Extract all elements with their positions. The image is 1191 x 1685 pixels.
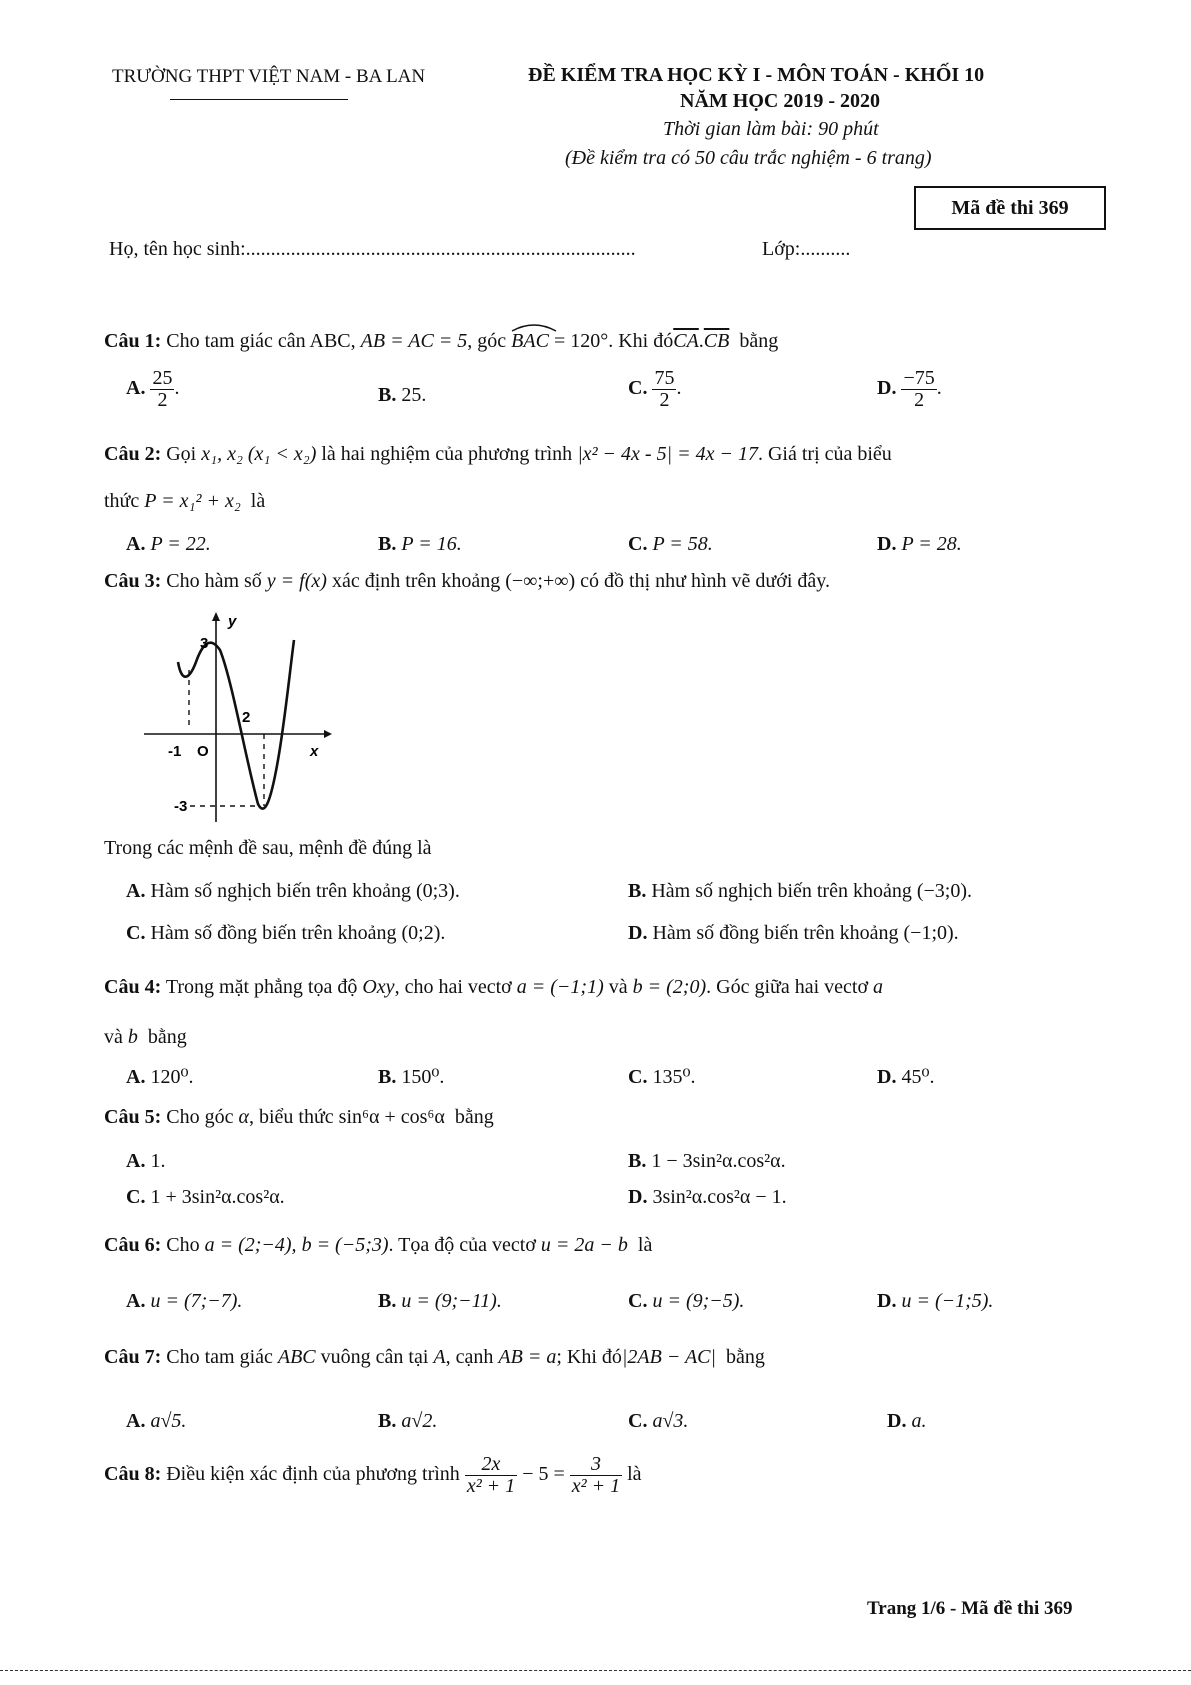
q2-text-b: là hai nghiệm của phương trình <box>321 443 573 465</box>
q3-text: Cho hàm số <box>166 570 262 592</box>
function-curve <box>178 640 294 809</box>
option-label: A. <box>126 880 146 902</box>
option-label: D. <box>877 1290 897 1312</box>
option-value: a√3. <box>652 1410 689 1432</box>
q3-function: y = f(x) <box>266 570 327 592</box>
option-value: Hàm số đồng biến trên khoảng (−1;0). <box>652 922 959 944</box>
q1-vector-ca: $\overline{CA}$ <box>673 330 699 352</box>
q1-text-e: bằng <box>739 330 779 352</box>
numerator: 3 <box>570 1454 622 1476</box>
q1-option-d[interactable] <box>877 368 942 411</box>
q4-option-d[interactable] <box>877 1064 934 1089</box>
option-label: B. <box>378 384 397 406</box>
q4-text-d: . Góc giữa hai vectơ <box>706 976 869 998</box>
school-year: NĂM HỌC 2019 - 2020 <box>680 90 880 112</box>
q7-triangle: ABC <box>277 1346 316 1368</box>
option-value: Hàm số đồng biến trên khoảng (0;2). <box>150 922 446 944</box>
option-label: A. <box>126 1410 146 1432</box>
q4-line2-a: và <box>104 1026 123 1048</box>
q8-fraction-1 <box>465 1454 517 1497</box>
option-label: D. <box>887 1410 907 1432</box>
q1-angle <box>511 330 549 353</box>
option-value: u = (7;−7). <box>150 1290 243 1312</box>
q7-side: AB = a <box>498 1346 557 1368</box>
q4-text-b: , cho hai vectơ <box>394 976 512 998</box>
option-value: 135⁰. <box>652 1066 696 1088</box>
q5-text: Cho góc <box>166 1106 234 1128</box>
label-minus3: -3 <box>174 798 188 815</box>
label-origin: O <box>197 743 209 760</box>
y-label: y <box>228 613 237 630</box>
option-tail: . <box>174 377 180 400</box>
q1-d-fraction <box>901 368 936 411</box>
q7-text-b: vuông cân tại <box>320 1346 429 1368</box>
x-label: x <box>310 743 319 760</box>
q1-vector-cb: $\overline{CB}$ <box>703 330 730 352</box>
q7-vertex: A <box>433 1346 446 1368</box>
q4-line2-b: bằng <box>147 1026 187 1048</box>
x-axis-arrow-icon <box>324 730 332 738</box>
question-label: Câu 2: <box>104 443 162 465</box>
q8-text: Điều kiện xác định của phương trình <box>166 1463 460 1486</box>
school-name: TRƯỜNG THPT VIỆT NAM - BA LAN <box>112 66 426 87</box>
option-label: B. <box>378 1066 397 1088</box>
numerator: 25 <box>152 367 173 389</box>
question-5 <box>104 1106 494 1129</box>
q2-expression: P = x₁² + x₂ <box>144 490 241 512</box>
q1-option-b[interactable] <box>378 384 426 407</box>
option-value: P = 16. <box>401 533 462 555</box>
q2-option-a[interactable] <box>126 533 211 556</box>
question-2 <box>104 443 892 466</box>
q6-text: Cho <box>166 1234 200 1256</box>
q6-vector-u: u = 2a − b <box>540 1234 628 1256</box>
q7-option-a[interactable] <box>126 1410 186 1433</box>
q5-option-b[interactable] <box>628 1150 786 1173</box>
q2-equation: |x² − 4x - 5| = 4x − 17 <box>577 443 758 465</box>
q6-option-d[interactable] <box>877 1290 993 1313</box>
bottom-divider <box>0 1670 1191 1671</box>
option-label: A. <box>126 377 146 400</box>
function-graph <box>140 610 340 830</box>
q2-line2-a: thức <box>104 490 140 512</box>
q7-text-e: bằng <box>726 1346 765 1368</box>
q2-line2-b: là <box>250 490 266 512</box>
school-underline <box>170 99 348 100</box>
option-value: Hàm số nghịch biến trên khoảng (0;3). <box>150 880 460 902</box>
question-label: Câu 5: <box>104 1106 162 1128</box>
q1-dot: . <box>698 330 704 352</box>
q7-text-d: ; Khi đó <box>556 1346 622 1368</box>
exam-time: Thời gian làm bài: 90 phút <box>663 118 879 140</box>
option-value: 45⁰. <box>901 1066 935 1088</box>
q2-text-c: . Giá trị của biểu <box>757 443 892 465</box>
option-label: B. <box>628 1150 647 1172</box>
option-tail: . <box>936 377 942 400</box>
q7-expression: |2AB − AC| <box>621 1346 717 1368</box>
question-label: Câu 6: <box>104 1234 162 1256</box>
option-label: A. <box>126 1290 146 1312</box>
option-label: C. <box>628 377 648 400</box>
q1-sides: AB = AC = 5 <box>360 330 468 352</box>
q6-vector-a: a = (2;−4), <box>204 1234 297 1256</box>
numerator: −75 <box>903 367 935 389</box>
option-value: u = (9;−11). <box>401 1290 502 1312</box>
option-value: 3sin²α.cos²α − 1. <box>652 1186 787 1208</box>
q8-fraction-2 <box>570 1454 622 1497</box>
q3-prompt: Trong các mệnh đề sau, mệnh đề đúng là <box>104 837 432 859</box>
numerator: 75 <box>654 367 675 389</box>
question-label: Câu 1: <box>104 330 162 352</box>
exam-code-box: Mã đề thi 369 <box>914 186 1106 230</box>
q8-text-b: là <box>627 1463 642 1486</box>
q1-text-d: = 120°. Khi đó <box>553 330 674 352</box>
option-label: B. <box>378 1410 397 1432</box>
option-label: D. <box>628 1186 648 1208</box>
option-value: u = (−1;5). <box>901 1290 994 1312</box>
option-tail: . <box>676 377 682 400</box>
q4-text-c: và <box>608 976 628 998</box>
q3-interval: (−∞;+∞) <box>505 570 576 592</box>
q3-option-c[interactable] <box>126 922 445 945</box>
option-label: A. <box>126 1150 146 1172</box>
q4-a: a <box>873 976 884 998</box>
label-2: 2 <box>242 709 251 726</box>
q5-option-a[interactable] <box>126 1150 165 1173</box>
question-7 <box>104 1346 765 1369</box>
q2-text: Gọi <box>166 443 197 465</box>
q6-text-c: là <box>637 1234 653 1256</box>
denominator: 2 <box>659 389 670 411</box>
option-label: D. <box>877 533 897 555</box>
q1-option-a[interactable] <box>126 368 179 411</box>
q3-option-a[interactable] <box>126 880 460 903</box>
q4-vector-a: a = (−1;1) <box>516 976 604 998</box>
denominator: x² + 1 <box>466 1475 516 1497</box>
option-label: B. <box>378 1290 397 1312</box>
q3-option-b[interactable] <box>628 880 972 903</box>
class-line: Lớp:.......... <box>762 238 851 260</box>
q5-option-c[interactable] <box>126 1186 285 1209</box>
option-label: A. <box>126 1066 146 1088</box>
question-8 <box>104 1454 642 1497</box>
option-value: 150⁰. <box>401 1066 445 1088</box>
option-label: C. <box>628 1410 648 1432</box>
option-value: 120⁰. <box>150 1066 194 1088</box>
q4-option-b[interactable] <box>378 1064 444 1089</box>
q4-oxy: Oxy <box>362 976 395 998</box>
exam-title: ĐỀ KIỂM TRA HỌC KỲ I - MÔN TOÁN - KHỐI 10 <box>528 64 985 86</box>
label-minus1: -1 <box>168 743 182 760</box>
q5-alpha: α <box>238 1106 249 1128</box>
q5-text-b: , biểu thức <box>248 1106 334 1128</box>
q4-vector-b: b = (2;0) <box>632 976 707 998</box>
option-value: 1. <box>150 1150 166 1172</box>
option-value: a√2. <box>401 1410 438 1432</box>
option-label: C. <box>628 1290 648 1312</box>
question-label: Câu 4: <box>104 976 162 998</box>
question-label: Câu 7: <box>104 1346 162 1368</box>
exam-note: (Đề kiểm tra có 50 câu trắc nghiệm - 6 trang) <box>565 147 932 169</box>
q1-option-c[interactable] <box>628 368 681 411</box>
q2-option-c[interactable] <box>628 533 713 556</box>
option-value: 25. <box>401 384 427 406</box>
q4-b: b <box>127 1026 138 1048</box>
option-label: B. <box>628 880 647 902</box>
page-footer: Trang 1/6 - Mã đề thi 369 <box>867 1598 1073 1619</box>
option-label: C. <box>126 922 146 944</box>
option-value: P = 22. <box>150 533 211 555</box>
q4-option-a[interactable] <box>126 1064 193 1089</box>
option-label: A. <box>126 533 146 555</box>
angle-hat-icon <box>511 322 557 332</box>
q3-text-c: có đồ thị như hình vẽ dưới đây. <box>580 570 830 592</box>
q6-option-c[interactable] <box>628 1290 744 1313</box>
q1-text: Cho tam giác cân ABC, <box>166 330 356 352</box>
q8-mid: − 5 = <box>522 1463 565 1486</box>
q4-option-c[interactable] <box>628 1064 695 1089</box>
q7-option-d[interactable] <box>887 1410 926 1433</box>
option-label: B. <box>378 533 397 555</box>
numerator: 2x <box>465 1454 517 1476</box>
question-label: Câu 8: <box>104 1463 162 1486</box>
option-label: D. <box>877 1066 897 1088</box>
q2-option-d[interactable] <box>877 533 962 556</box>
option-value: a. <box>911 1410 927 1432</box>
question-2-line-2 <box>104 490 265 513</box>
q3-text-b: xác định trên khoảng <box>331 570 501 592</box>
denominator: 2 <box>914 389 925 411</box>
q1-a-fraction <box>150 368 174 411</box>
q1-c-fraction <box>652 368 676 411</box>
option-label: C. <box>628 1066 648 1088</box>
q6-option-b[interactable] <box>378 1290 502 1313</box>
option-label: D. <box>877 377 897 400</box>
q1-text-c: , góc <box>467 330 507 352</box>
option-value: 1 − 3sin²α.cos²α. <box>651 1150 786 1172</box>
question-1 <box>104 330 778 353</box>
question-3 <box>104 570 830 593</box>
q7-option-c[interactable] <box>628 1410 688 1433</box>
option-value: 1 + 3sin²α.cos²α. <box>150 1186 285 1208</box>
option-label: C. <box>126 1186 146 1208</box>
q7-text-c: , cạnh <box>445 1346 494 1368</box>
q4-text: Trong mặt phẳng tọa độ <box>165 976 358 998</box>
option-value: P = 58. <box>652 533 713 555</box>
question-label: Câu 3: <box>104 570 162 592</box>
q6-option-a[interactable] <box>126 1290 242 1313</box>
q3-option-d[interactable] <box>628 922 959 945</box>
option-value: a√5. <box>150 1410 187 1432</box>
q7-text: Cho tam giác <box>166 1346 273 1368</box>
q5-expression: sin⁶α + cos⁶α <box>338 1106 445 1128</box>
option-value: P = 28. <box>901 533 962 555</box>
option-label: C. <box>628 533 648 555</box>
label-3: 3 <box>200 635 209 652</box>
option-value: u = (9;−5). <box>652 1290 745 1312</box>
q2-vars: x₁, x₂ (x₁ < x₂) <box>201 443 317 465</box>
student-name-line: Họ, tên học sinh:.............................................................................. <box>109 238 636 260</box>
q6-vector-b: b = (−5;3) <box>301 1234 389 1256</box>
denominator: 2 <box>157 389 168 411</box>
q5-text-c: bằng <box>454 1106 494 1128</box>
q7-option-b[interactable] <box>378 1410 437 1433</box>
denominator: x² + 1 <box>571 1475 621 1497</box>
q2-option-b[interactable] <box>378 533 462 556</box>
q1-angle-name: BAC <box>511 330 549 352</box>
q5-option-d[interactable] <box>628 1186 787 1209</box>
option-value: Hàm số nghịch biến trên khoảng (−3;0). <box>651 880 972 902</box>
question-4 <box>104 976 883 999</box>
option-label: D. <box>628 922 648 944</box>
q6-text-b: . Tọa độ của vectơ <box>388 1234 536 1256</box>
y-axis-arrow-icon <box>212 612 220 621</box>
question-4-line-2 <box>104 1026 187 1049</box>
question-6 <box>104 1234 652 1257</box>
